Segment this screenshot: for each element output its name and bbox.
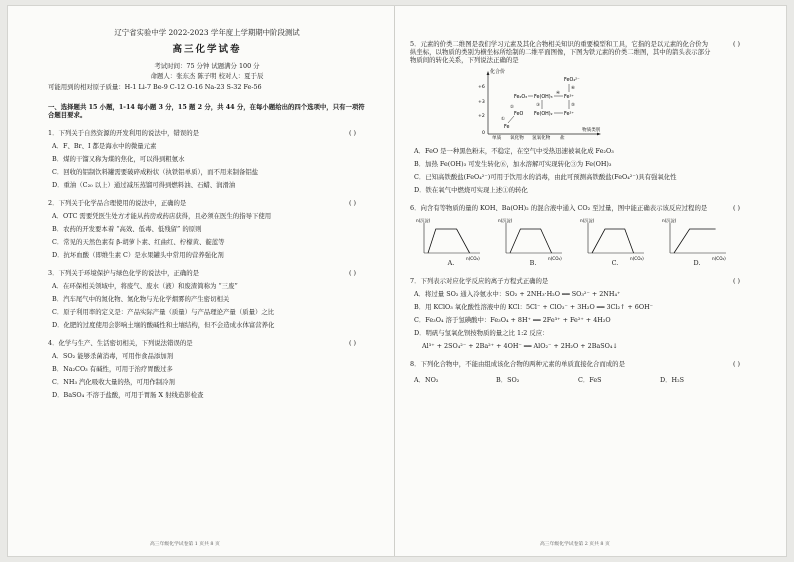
page-2	[410, 6, 750, 556]
y-tick: 0	[482, 131, 485, 136]
graph-ylabel: n(沉淀)	[498, 218, 513, 223]
page-fold	[394, 6, 395, 556]
y-tick: +2	[478, 114, 485, 119]
option-b: B．汽车尾气中的氮化物、氮化物与光化学烟雾的产生密切相关	[52, 295, 230, 304]
species-label: FeO	[514, 112, 524, 117]
species-label: Fe²⁺	[564, 112, 574, 117]
species-label: Fe	[504, 125, 510, 130]
answer-paren: ( )	[732, 40, 740, 48]
arrow-marker: ①	[501, 117, 505, 122]
option-a: A．OTC 需要凭医生处方才能从药房或药店获得，且必须在医生的指导下使用	[52, 212, 272, 221]
arrow-marker: ⑥	[571, 86, 575, 91]
option-c: C．Fe₃O₄ 溶于氢碘酸中：Fe₃O₄ + 8H⁺ ══ 2Fe³⁺ + Fe²⁺ + 4H₂O	[414, 316, 611, 324]
option-c: C．已知高铁酸盐(FeO₄²⁻)可用于饮用水的消毒，由此可预测高铁酸盐(FeO₄²⁻)具有强氧化性	[414, 173, 677, 181]
graph-xlabel: n(CO₂)	[630, 256, 644, 261]
option-b: B．SO₂	[496, 376, 520, 384]
question-stem: 3．下列关于环境保护与绿色化学的说法中，正确的是	[48, 269, 200, 278]
y-tick: +6	[478, 85, 485, 90]
question-5	[410, 40, 750, 194]
graph-xlabel: n(CO₂)	[466, 256, 480, 261]
option-d: D．BaSO₄ 不溶于盐酸，可用于胃肠 X 射线造影检查	[52, 391, 204, 400]
question-2	[48, 199, 366, 259]
arrow-marker: ④	[556, 91, 560, 96]
species-label: Fe(OH)₃	[534, 95, 553, 100]
graph-ylabel: n(沉淀)	[580, 218, 595, 223]
answer-paren: ( )	[348, 339, 356, 348]
page-1	[48, 6, 366, 556]
option-a: A．FeO 是一种黑色粉末，不稳定，在空气中受热迅速被氧化成 Fe₂O₃	[414, 147, 614, 155]
exam-title: 高三化学试卷	[172, 44, 242, 56]
graph-line	[674, 229, 716, 253]
option-b: B．农药的开发要本着 “高效、低毒、低残留” 的原则	[52, 225, 202, 234]
x-category: 盐	[560, 136, 565, 140]
option-d: D．明矾与氢氧化钡按物质的量之比 1:2 反应：	[414, 329, 549, 337]
option-c: C．回收的铝制饮料罐需要破碎成粉状（执铁铝单质），而不用来制备铝盐	[52, 168, 259, 177]
option-a: A．SO₂ 能够杀菌消毒，可用作食品添加剂	[52, 352, 174, 361]
option-d: D．H₂S	[660, 376, 685, 384]
answer-paren: ( )	[348, 199, 356, 208]
option-b: B．用 KClO₃ 氧化酸性溶液中的 KCl：5Cl⁻ + ClO₃⁻ + 3H₂O ══ 3Cl₂↑ + 6OH⁻	[414, 303, 654, 311]
diagram-ylabel: 化合价	[490, 69, 506, 75]
graph-label: B.	[529, 259, 537, 267]
species-label: Fe(OH)₂	[534, 112, 553, 117]
question-4	[48, 339, 366, 399]
question-7	[410, 277, 750, 350]
arrow-marker: ②	[510, 105, 514, 110]
question-1	[48, 129, 366, 189]
species-label: FeO₄²⁻	[564, 78, 580, 83]
answer-paren: ( )	[732, 360, 740, 368]
graph-option-d	[660, 217, 734, 267]
option-b: B．Na₂CO₃ 有碱性，可用于治疗胃酸过多	[52, 365, 173, 374]
species-label: Fe₂O₃	[514, 95, 528, 100]
option-b: B．煤的干馏又称为煤的焦化，可以得到粗氨水	[52, 155, 185, 164]
option-b: B．加热 Fe(OH)₃ 可发生转化⑥，加水溶解可实现转化③为 Fe(OH)₃	[414, 160, 612, 168]
answer-paren: ( )	[732, 277, 740, 285]
graph-label: D.	[693, 259, 701, 267]
option-a: A．F、Br、I 都是海水中的微量元素	[52, 142, 157, 151]
arrow-marker: ⑤	[571, 103, 575, 108]
question-stem: 1．下列关于自然资源的开发利用的说法中，错误的是	[48, 129, 200, 138]
option-c: C．常见的天然色素有 β-胡萝卜素、红曲红、柠檬黄、靛蓝等	[52, 238, 225, 247]
graph-ylabel: n(沉淀)	[662, 218, 677, 223]
answer-paren: ( )	[348, 269, 356, 278]
arrow-marker: ③	[536, 103, 540, 108]
option-row	[410, 376, 750, 384]
question-stem: 5．元素的价类二维图是我们学习元素及其化合物相关知识的重要模型和工具，它指的是以元素的化合价为纵坐标，以物质的类别为横坐标所绘制的二维平面图像，下图为铁元素的价类二维图，其中的箭头表示部分物质间的转化关系，下列说法正确的是	[410, 40, 711, 64]
question-stem: 7．下列表示对应化学反应的离子方程式正确的是	[410, 277, 549, 285]
option-d-equation: Al³⁺ + 2SO₄²⁻ + 2Ba²⁺ + 4OH⁻ ══ AlO₂⁻ + 2H₂O + 2BaSO₄↓	[422, 342, 618, 350]
species-label: Fe³⁺	[564, 95, 574, 100]
option-d: D．重油（C₂₀ 以上）通过减压蒸馏可得到燃料油、石蜡、润滑油	[52, 181, 236, 190]
valence-diagram	[470, 68, 750, 142]
option-c: C．NH₃ 汽化吸收大量的热，可用作制冷剂	[52, 378, 175, 387]
option-a: A．NO₂	[414, 376, 439, 384]
option-d: D．抗坏血酸（即维生素 C）是水果罐头中常用的营养强化剂	[52, 251, 224, 260]
graph-label: A.	[447, 259, 455, 267]
option-c: C．FeS	[578, 376, 602, 384]
graph-line	[592, 229, 634, 253]
atomic-masses: 可能用到的相对原子质量：H-1 Li-7 Be-9 C-12 O-16 Na-23 S-32 Fe-56	[48, 83, 262, 92]
graph-label: C.	[611, 259, 619, 267]
x-category: 氢氧化物	[532, 136, 551, 140]
answer-paren: ( )	[348, 129, 356, 138]
question-stem: 8．下列化合物中，不能由组成该化合物的两种元素的单质直接化合而成的是	[410, 360, 625, 368]
x-category: 单质	[492, 136, 502, 140]
question-stem: 6．向含有等物质的量的 KOH、Ba(OH)₂ 的混合液中通入 CO₂ 至过量，图中能正确表示该反应过程的是	[410, 204, 708, 212]
graph-xlabel: n(CO₂)	[548, 256, 562, 261]
diagram-xlabel: 物质类别	[582, 128, 601, 133]
section-heading: 一、选择题共 15 小题，1-14 每小题 3 分，15 题 2 分，共 44 分，在每小题给出的四个选项中，只有一项符合题目要求。	[48, 103, 365, 120]
option-a: A．在环保相关领域中，将废气、废水（液）和废渣简称为 “三废”	[52, 282, 238, 291]
graph-option-c	[578, 217, 652, 267]
graph-option-b	[496, 217, 570, 267]
answer-paren: ( )	[732, 204, 740, 212]
exam-sheet	[8, 6, 786, 556]
option-c: C．原子利用率的定义是：产品实际产量（质量）与产品理论产量（质量）之比	[52, 308, 275, 317]
question-stem: 4．化学与生产、生活密切相关，下列说法错误的是	[48, 339, 193, 348]
x-category: 氧化物	[510, 136, 524, 140]
graph-line	[428, 229, 470, 253]
question-6	[410, 204, 750, 267]
y-tick: +3	[478, 100, 485, 105]
option-d: D．化肥的过度使用会影响土壤的酸碱性和土壤结构，但不会造成水体富营养化	[52, 321, 275, 330]
graph-line	[510, 229, 552, 253]
page-footer: 高三年级化学试卷第 1 页共 8 页	[150, 542, 220, 548]
exam-authors: 命题人：张东杰 陈子明 校对人：夏于辰	[150, 72, 264, 81]
graph-ylabel: n(沉淀)	[416, 218, 431, 223]
option-d: D．铁在氧气中燃烧可实现上述①的转化	[414, 186, 528, 194]
question-3	[48, 269, 366, 329]
option-graphs	[410, 217, 750, 267]
question-list	[48, 129, 366, 399]
graph-xlabel: n(CO₂)	[712, 256, 726, 261]
question-stem: 2．下列关于化学品合理使用的说法中，正确的是	[48, 199, 187, 208]
school-header: 辽宁省实验中学 2022-2023 学年度上学期期中阶段测试	[114, 28, 300, 37]
question-8	[410, 360, 750, 384]
page-footer: 高三年级化学试卷第 2 页共 8 页	[540, 542, 610, 548]
exam-time-score: 考试时间：75 分钟 试题满分 100 分	[154, 62, 260, 71]
graph-option-a	[414, 217, 488, 267]
option-a: A．将过量 SO₂ 通入冷氨水中：SO₂ + 2NH₃·H₂O ══ SO₃²⁻ + 2NH₄⁺	[414, 290, 621, 298]
